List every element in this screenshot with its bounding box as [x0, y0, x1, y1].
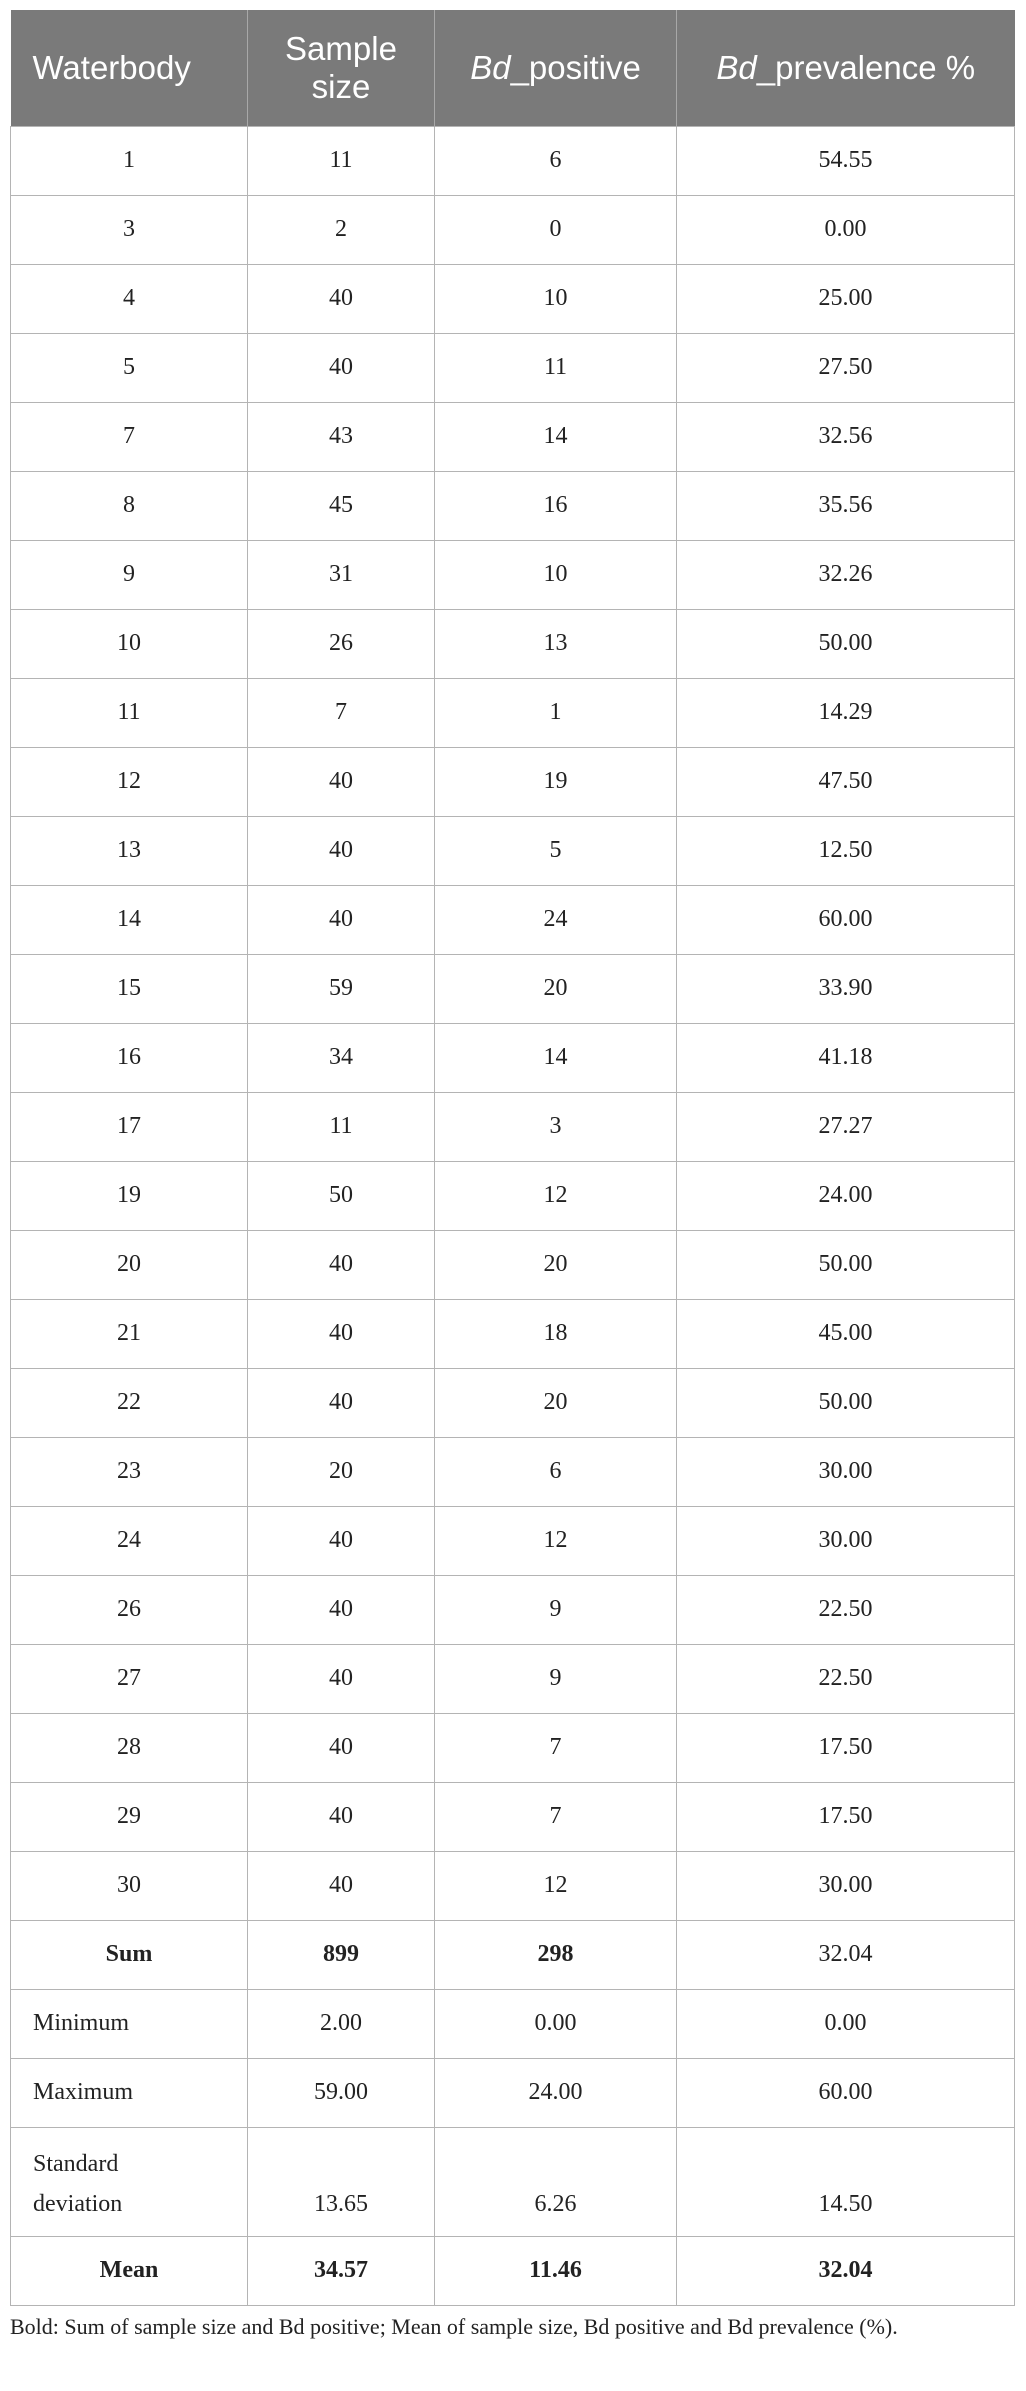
table-row — [11, 264, 1015, 333]
table-footnote: Bold: Sum of sample size and Bd positive; Mean of sample size, Bd positive and Bd prevalence (%). — [10, 2314, 898, 2339]
bd-positive-cell: 12 — [435, 1851, 677, 1920]
table-row — [11, 1092, 1015, 1161]
bd-prevalence-cell: 50.00 — [677, 609, 1015, 678]
maximum-sample-size: 59.00 — [248, 2058, 435, 2127]
bd-prevalence-cell: 27.50 — [677, 333, 1015, 402]
sample-size-cell: 26 — [248, 609, 435, 678]
waterbody-cell: 20 — [11, 1230, 248, 1299]
table-row — [11, 540, 1015, 609]
bd-positive-cell: 9 — [435, 1575, 677, 1644]
bd-prevalence-cell: 27.27 — [677, 1092, 1015, 1161]
sample-size-cell: 59 — [248, 954, 435, 1023]
bd-positive-cell: 18 — [435, 1299, 677, 1368]
bd-positive-cell: 1 — [435, 678, 677, 747]
sum-row — [11, 1920, 1015, 1989]
bd-prevalence-cell: 35.56 — [677, 471, 1015, 540]
waterbody-cell: 28 — [11, 1713, 248, 1782]
waterbody-cell: 3 — [11, 195, 248, 264]
bd-positive-cell: 5 — [435, 816, 677, 885]
bd-prevalence-cell: 41.18 — [677, 1023, 1015, 1092]
waterbody-cell: 15 — [11, 954, 248, 1023]
data-table-container — [10, 10, 1014, 2306]
bd-positive-cell: 10 — [435, 540, 677, 609]
waterbody-cell: 21 — [11, 1299, 248, 1368]
mean-bd-positive: 11.46 — [435, 2236, 677, 2305]
bd-positive-cell: 12 — [435, 1161, 677, 1230]
bd-positive-cell: 11 — [435, 333, 677, 402]
sample-size-cell: 40 — [248, 264, 435, 333]
bd-positive-cell: 3 — [435, 1092, 677, 1161]
sample-size-cell: 43 — [248, 402, 435, 471]
header-bd-prevalence-rest: _prevalence % — [756, 48, 976, 86]
table-row — [11, 609, 1015, 678]
table-row — [11, 678, 1015, 747]
sum-bd-prevalence: 32.04 — [677, 1920, 1015, 1989]
waterbody-cell: 12 — [11, 747, 248, 816]
waterbody-cell: 4 — [11, 264, 248, 333]
sample-size-cell: 40 — [248, 1230, 435, 1299]
waterbody-cell: 26 — [11, 1575, 248, 1644]
header-row — [11, 10, 1015, 126]
sum-bd-positive: 298 — [435, 1920, 677, 1989]
bd-prevalence-cell: 17.50 — [677, 1782, 1015, 1851]
sample-size-cell: 40 — [248, 885, 435, 954]
table-row — [11, 1713, 1015, 1782]
bd-positive-cell: 6 — [435, 1437, 677, 1506]
sample-size-cell: 31 — [248, 540, 435, 609]
bd-prevalence-cell: 47.50 — [677, 747, 1015, 816]
sample-size-cell: 40 — [248, 1299, 435, 1368]
bd-positive-cell: 10 — [435, 264, 677, 333]
table-row — [11, 954, 1015, 1023]
bd-prevalence-table — [10, 10, 1015, 2306]
bd-positive-cell: 20 — [435, 1230, 677, 1299]
sample-size-cell: 40 — [248, 1575, 435, 1644]
header-sample-size-line2: size — [311, 67, 371, 105]
mean-bd-prevalence: 32.04 — [677, 2236, 1015, 2305]
waterbody-cell: 14 — [11, 885, 248, 954]
sample-size-cell: 40 — [248, 1851, 435, 1920]
sample-size-cell: 40 — [248, 333, 435, 402]
std-bd-positive: 6.26 — [435, 2127, 677, 2236]
bd-prevalence-cell: 22.50 — [677, 1644, 1015, 1713]
sample-size-cell: 2 — [248, 195, 435, 264]
bd-positive-cell: 13 — [435, 609, 677, 678]
table-row — [11, 816, 1015, 885]
bd-prevalence-cell: 45.00 — [677, 1299, 1015, 1368]
waterbody-cell: 23 — [11, 1437, 248, 1506]
sample-size-cell: 34 — [248, 1023, 435, 1092]
table-row — [11, 1644, 1015, 1713]
sample-size-cell: 40 — [248, 1506, 435, 1575]
sum-label: Sum — [11, 1920, 248, 1989]
table-row — [11, 1851, 1015, 1920]
bd-prevalence-cell: 30.00 — [677, 1506, 1015, 1575]
table-row — [11, 195, 1015, 264]
header-bd-positive — [435, 10, 677, 126]
bd-positive-cell: 7 — [435, 1713, 677, 1782]
waterbody-cell: 9 — [11, 540, 248, 609]
minimum-label: Minimum — [11, 1989, 248, 2058]
mean-label: Mean — [11, 2236, 248, 2305]
bd-positive-cell: 6 — [435, 126, 677, 195]
header-bd-prevalence — [677, 10, 1015, 126]
sum-sample-size: 899 — [248, 1920, 435, 1989]
table-row — [11, 1161, 1015, 1230]
bd-prevalence-cell: 0.00 — [677, 195, 1015, 264]
bd-prevalence-cell: 12.50 — [677, 816, 1015, 885]
bd-prevalence-cell: 30.00 — [677, 1851, 1015, 1920]
bd-prevalence-cell: 32.26 — [677, 540, 1015, 609]
bd-positive-cell: 0 — [435, 195, 677, 264]
waterbody-cell: 16 — [11, 1023, 248, 1092]
minimum-bd-positive: 0.00 — [435, 1989, 677, 2058]
header-sample-size — [248, 10, 435, 126]
bd-positive-cell: 20 — [435, 1368, 677, 1437]
std-row — [11, 2127, 1015, 2236]
bd-positive-cell: 14 — [435, 402, 677, 471]
sample-size-cell: 40 — [248, 1713, 435, 1782]
waterbody-cell: 10 — [11, 609, 248, 678]
minimum-sample-size: 2.00 — [248, 1989, 435, 2058]
header-bd-positive-italic: Bd — [470, 48, 511, 86]
bd-prevalence-cell: 30.00 — [677, 1437, 1015, 1506]
table-row — [11, 885, 1015, 954]
waterbody-cell: 24 — [11, 1506, 248, 1575]
std-bd-prevalence: 14.50 — [677, 2127, 1015, 2236]
header-bd-prevalence-italic: Bd — [716, 48, 757, 86]
std-label-line1: Standard — [33, 2150, 119, 2177]
maximum-label: Maximum — [11, 2058, 248, 2127]
std-label-line2: deviation — [33, 2190, 123, 2217]
table-row — [11, 471, 1015, 540]
sample-size-cell: 40 — [248, 747, 435, 816]
bd-prevalence-cell: 33.90 — [677, 954, 1015, 1023]
bd-positive-cell: 19 — [435, 747, 677, 816]
minimum-row — [11, 1989, 1015, 2058]
bd-prevalence-cell: 25.00 — [677, 264, 1015, 333]
std-sample-size: 13.65 — [248, 2127, 435, 2236]
bd-prevalence-cell: 50.00 — [677, 1368, 1015, 1437]
mean-row — [11, 2236, 1015, 2305]
bd-positive-cell: 16 — [435, 471, 677, 540]
table-row — [11, 1023, 1015, 1092]
sample-size-cell: 20 — [248, 1437, 435, 1506]
sample-size-cell: 50 — [248, 1161, 435, 1230]
waterbody-cell: 27 — [11, 1644, 248, 1713]
header-bd-positive-rest: _positive — [510, 48, 641, 86]
maximum-bd-positive: 24.00 — [435, 2058, 677, 2127]
waterbody-cell: 19 — [11, 1161, 248, 1230]
sample-size-cell: 7 — [248, 678, 435, 747]
bd-prevalence-cell: 60.00 — [677, 885, 1015, 954]
table-row — [11, 1782, 1015, 1851]
waterbody-cell: 13 — [11, 816, 248, 885]
bd-prevalence-cell: 14.29 — [677, 678, 1015, 747]
bd-prevalence-cell: 22.50 — [677, 1575, 1015, 1644]
maximum-bd-prevalence: 60.00 — [677, 2058, 1015, 2127]
std-label — [11, 2127, 248, 2236]
table-row — [11, 1368, 1015, 1437]
table-row — [11, 1299, 1015, 1368]
waterbody-cell: 11 — [11, 678, 248, 747]
table-row — [11, 1437, 1015, 1506]
bd-prevalence-cell: 17.50 — [677, 1713, 1015, 1782]
table-row — [11, 402, 1015, 471]
waterbody-cell: 7 — [11, 402, 248, 471]
header-waterbody: Waterbody — [11, 10, 248, 126]
waterbody-cell: 29 — [11, 1782, 248, 1851]
bd-prevalence-cell: 50.00 — [677, 1230, 1015, 1299]
sample-size-cell: 11 — [248, 126, 435, 195]
bd-positive-cell: 14 — [435, 1023, 677, 1092]
waterbody-cell: 30 — [11, 1851, 248, 1920]
sample-size-cell: 40 — [248, 1368, 435, 1437]
table-body — [11, 126, 1015, 2305]
waterbody-cell: 8 — [11, 471, 248, 540]
minimum-bd-prevalence: 0.00 — [677, 1989, 1015, 2058]
sample-size-cell: 45 — [248, 471, 435, 540]
waterbody-cell: 17 — [11, 1092, 248, 1161]
bd-positive-cell: 9 — [435, 1644, 677, 1713]
bd-positive-cell: 12 — [435, 1506, 677, 1575]
bd-positive-cell: 7 — [435, 1782, 677, 1851]
table-row — [11, 1230, 1015, 1299]
table-row — [11, 126, 1015, 195]
table-row — [11, 747, 1015, 816]
sample-size-cell: 11 — [248, 1092, 435, 1161]
bd-positive-cell: 24 — [435, 885, 677, 954]
bd-prevalence-cell: 24.00 — [677, 1161, 1015, 1230]
table-header — [11, 10, 1015, 126]
bd-prevalence-cell: 54.55 — [677, 126, 1015, 195]
mean-sample-size: 34.57 — [248, 2236, 435, 2305]
bd-positive-cell: 20 — [435, 954, 677, 1023]
maximum-row — [11, 2058, 1015, 2127]
sample-size-cell: 40 — [248, 816, 435, 885]
waterbody-cell: 1 — [11, 126, 248, 195]
table-row — [11, 1506, 1015, 1575]
sample-size-cell: 40 — [248, 1782, 435, 1851]
header-sample-size-line1: Sample — [285, 29, 397, 67]
table-row — [11, 333, 1015, 402]
waterbody-cell: 22 — [11, 1368, 248, 1437]
sample-size-cell: 40 — [248, 1644, 435, 1713]
waterbody-cell: 5 — [11, 333, 248, 402]
bd-prevalence-cell: 32.56 — [677, 402, 1015, 471]
table-row — [11, 1575, 1015, 1644]
